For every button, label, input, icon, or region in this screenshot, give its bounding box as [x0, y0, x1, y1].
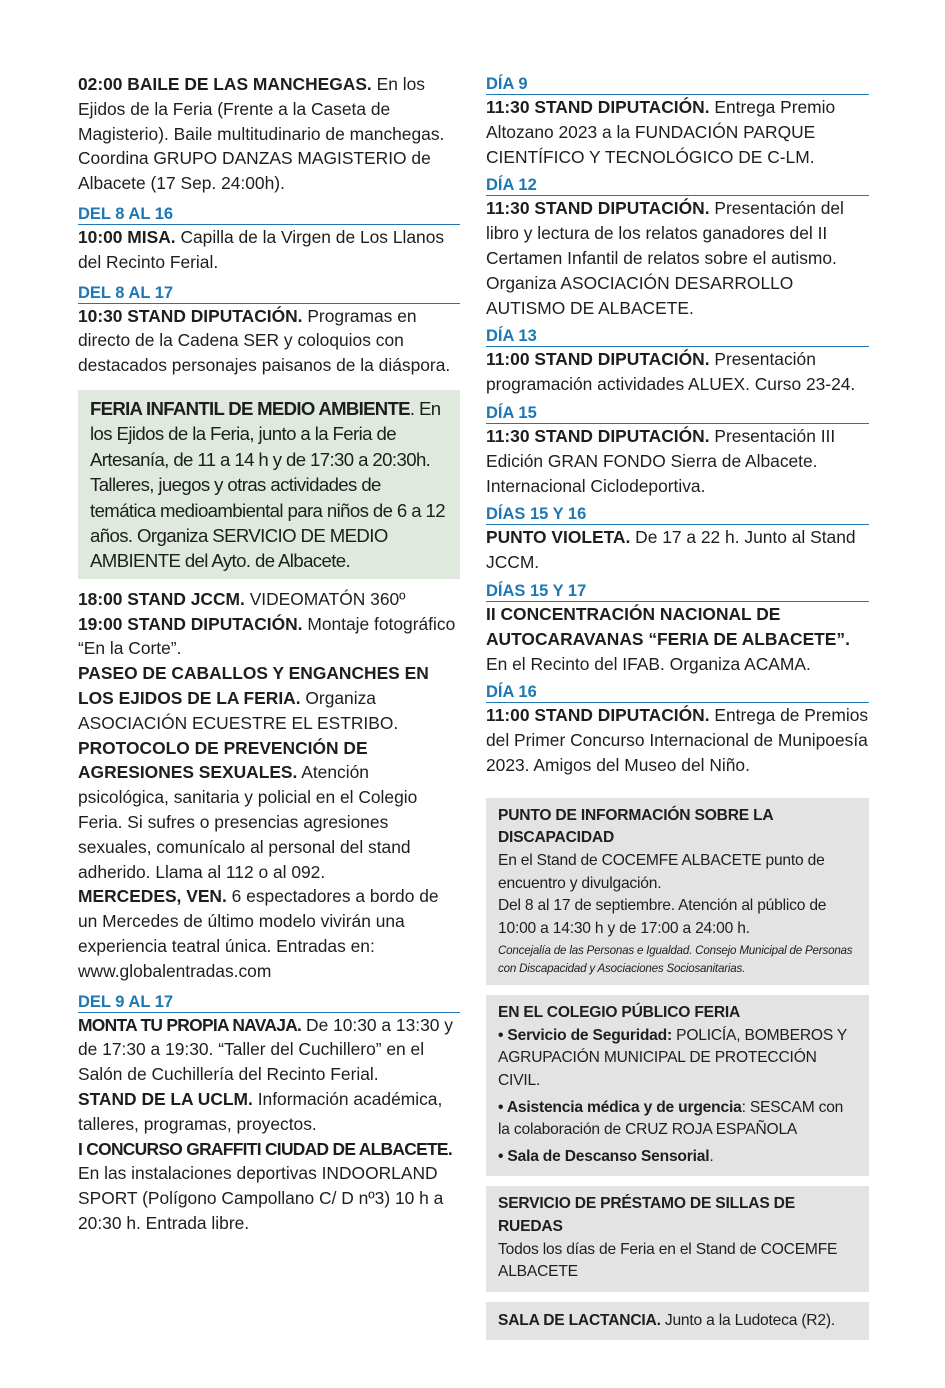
- event-misa: 10:00 MISA. Capilla de la Virgen de Los Llanos del Recinto Ferial.: [78, 226, 445, 272]
- event-dia-16: 11:00 STAND DIPUTACIÓN. Entrega de Premios del Primer Concurso Internacional de Munipoesía 2023. Amigos del Museo del Niño.: [486, 705, 869, 775]
- event-uclm: STAND DE LA UCLM. Información académica, talleres, programas, proyectos.: [78, 1088, 443, 1134]
- event-baile-manchegas: 02:00 BAILE DE LAS MANCHEGAS. En los Ejidos de la Feria (Frente a la Caseta de Magisterio). Baile multitudinario de manchegas. Coordina GRUPO DANZAS MAGISTERIO de Albacete (17 Sep. 24:00h).: [78, 74, 445, 194]
- event-punto-violeta: PUNTO VIOLETA. De 17 a 22 h. Junto al Stand JCCM.: [486, 527, 856, 573]
- event-dia-15: 11:30 STAND DIPUTACIÓN. Presentación III Edición GRAN FONDO Sierra de Albacete. Internacional Ciclodeportiva.: [486, 425, 836, 496]
- date-heading: DEL 8 AL 16: [78, 202, 460, 225]
- date-heading: DEL 8 AL 17: [78, 281, 460, 304]
- event-stand-jccm: 18:00 STAND JCCM. VIDEOMATÓN 360º: [78, 588, 406, 609]
- date-heading: DÍA 15: [486, 401, 869, 424]
- event-mercedes: MERCEDES, VEN. 6 espectadores a bordo de un Mercedes de último modelo vivirán una experiencia teatral única. Entradas en: www.globalentradas.com: [78, 886, 439, 981]
- box-title: SERVICIO DE PRÉSTAMO DE SILLAS DE RUEDAS: [498, 1195, 795, 1236]
- info-box-discapacidad: PUNTO DE INFORMACIÓN SOBRE LA DISCAPACIDAD En el Stand de COCEMFE ALBACETE punto de encuentro y divulgación. Del 8 al 17 de septiembre. Atención al público de 10:00 a 14:30 h y de 17:00 a 24:00 h. Concejalía de las Personas e Igualdad. Consejo Municipal de Personas con Discapacidad y Asociaciones Sociosanitarias.: [486, 798, 869, 986]
- event-dia-13: 11:00 STAND DIPUTACIÓN. Presentación programación actividades ALUEX. Curso 23-24.: [486, 349, 856, 395]
- event-stand-diputacion-montaje: 19:00 STAND DIPUTACIÓN. Montaje fotográfico “En la Corte”.: [78, 613, 456, 659]
- date-heading: DEL 9 AL 17: [78, 990, 460, 1013]
- event-graffiti: I CONCURSO GRAFFITI CIUDAD DE ALBACETE. En las instalaciones deportivas INDOORLAND SPORT (Polígono Campollano C/ D nº3) 10 h a 20:30 h. Entrada libre.: [78, 1138, 452, 1233]
- info-box-colegio-feria: [486, 995, 869, 1176]
- info-box-lactancia: SALA DE LACTANCIA. Junto a la Ludoteca (R2).: [486, 1302, 869, 1341]
- event-stand-diputacion: 10:30 STAND DIPUTACIÓN. Programas en directo de la Cadena SER y coloquios con destacados personajes paisanos de la diáspora.: [78, 305, 451, 376]
- box-title: EN EL COLEGIO PÚBLICO FERIA: [498, 1004, 741, 1022]
- box-note: Concejalía de las Personas e Igualdad. Consejo Municipal de Personas con Discapacidad y Asociaciones Sociosanitarias.: [498, 944, 853, 975]
- date-heading: DÍA 16: [486, 680, 869, 703]
- box-title: PUNTO DE INFORMACIÓN SOBRE LA DISCAPACIDAD: [498, 806, 773, 847]
- right-column: [486, 72, 869, 1350]
- event-dia-9: 11:30 STAND DIPUTACIÓN. Entrega Premio Altozano 2023 a la FUNDACIÓN PARQUE CIENTÍFICO Y TECNOLÓGICO DE C-LM.: [486, 97, 836, 167]
- event-navaja: MONTA TU PROPIA NAVAJA. De 10:30 a 13:30 y de 17:30 a 19:30. “Taller del Cuchillero” en el Salón de Cuchillería del Recinto Ferial.: [78, 1014, 453, 1085]
- feria-infantil-box: FERIA INFANTIL DE MEDIO AMBIENTE. En los Ejidos de la Feria, junto a la Feria de Artesanía, de 11 a 14 h y de 17:30 a 20:30h. Talleres, juegos y otras actividades de temática medioambiental para niños de 6 a 12 años. Organiza SERVICIO DE MEDIO AMBIENTE del Ayto. de Albacete.: [78, 390, 460, 579]
- date-heading: DÍA 9: [486, 72, 869, 95]
- date-heading: DÍAS 15 Y 16: [486, 502, 869, 525]
- event-dia-12: 11:30 STAND DIPUTACIÓN. Presentación del libro y lectura de los relatos ganadores del II Certamen Infantil de relatos sobre el autismo. Organiza ASOCIACIÓN DESARROLLO AUTISMO DE ALBACETE.: [486, 198, 844, 318]
- date-heading: DÍA 12: [486, 173, 869, 196]
- event-protocolo: PROTOCOLO DE PREVENCIÓN DE AGRESIONES SEXUALES. Atención psicológica, sanitaria y policial en el Colegio Feria. Si sufres o presencias agresiones sexuales, comunícalo al personal del stand adherido. Llama al 112 o al 092.: [78, 737, 418, 882]
- date-heading: DÍA 13: [486, 324, 869, 347]
- left-column: [78, 72, 460, 1236]
- date-heading: DÍAS 15 Y 17: [486, 579, 869, 602]
- event-autocaravanas: II CONCENTRACIÓN NACIONAL DE AUTOCARAVANAS “FERIA DE ALBACETE”. En el Recinto del IFAB. Organiza ACAMA.: [486, 603, 850, 674]
- info-box-sillas-ruedas: SERVICIO DE PRÉSTAMO DE SILLAS DE RUEDAS Todos los días de Feria en el Stand de COCEMFE ALBACETE: [486, 1186, 869, 1291]
- list-item: • Asistencia médica y de urgencia: SESCAM con la colaboración de CRUZ ROJA ESPAÑOLA: [498, 1098, 844, 1139]
- list-item: • Sala de Descanso Sensorial.: [498, 1147, 714, 1165]
- list-item: • Servicio de Seguridad: POLICÍA, BOMBEROS Y AGRUPACIÓN MUNICIPAL DE PROTECCIÓN CIVIL.: [498, 1026, 847, 1090]
- event-caballos: PASEO DE CABALLOS Y ENGANCHES EN LOS EJIDOS DE LA FERIA. Organiza ASOCIACIÓN ECUESTRE EL ESTRIBO.: [78, 663, 429, 733]
